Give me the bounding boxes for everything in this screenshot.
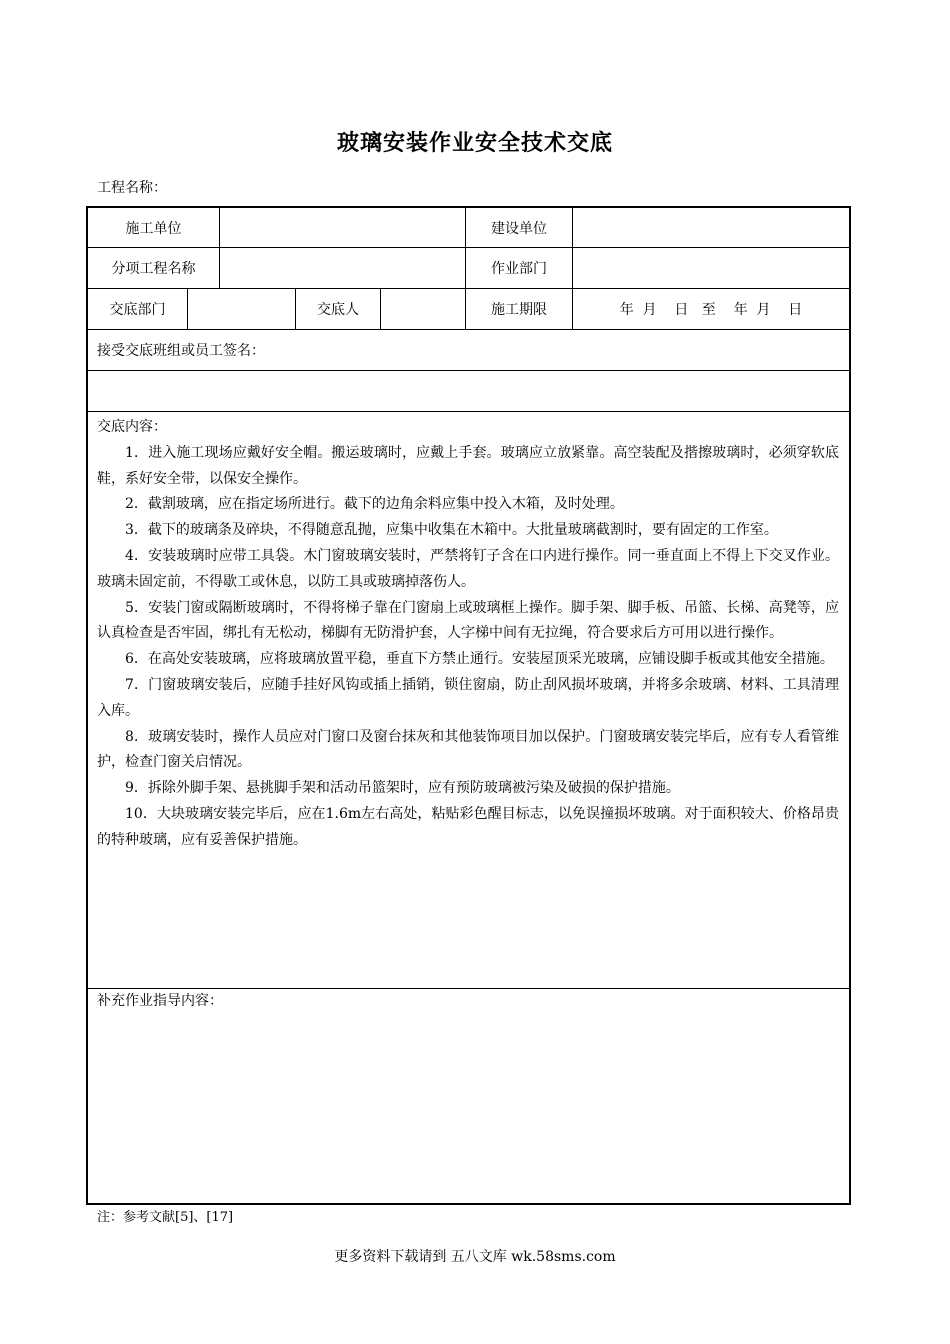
content-item: 8．玻璃安装时，操作人员应对门窗口及窗台抹灰和其他装饰项目加以保护。门窗玻璃安装完毕后，应有专人看管维护，检查门窗关启情况。 <box>97 728 839 771</box>
content-item: 7．门窗玻璃安装后，应随手挂好风钩或插上插销，锁住窗扇，防止刮风损坏玻璃，并将多余玻璃、材料、工具清理入库。 <box>97 676 839 719</box>
disclosure-form <box>86 206 851 1205</box>
sub-project-label: 分项工程名称 <box>111 261 196 277</box>
developer-unit-label: 建设单位 <box>491 220 547 237</box>
disclosure-content <box>97 415 839 854</box>
footer-download-link[interactable]: 更多资料下载请到 五八文库 wk.58sms.com <box>334 1249 616 1265</box>
supplement-label: 补充作业指导内容： <box>97 993 223 1009</box>
work-dept-field[interactable] <box>573 248 849 288</box>
construction-unit-field[interactable] <box>220 208 465 247</box>
content-item: 3．截下的玻璃条及碎块，不得随意乱抛，应集中收集在木箱中。大批量玻璃截割时，要有固定的工作室。 <box>125 522 778 539</box>
content-heading: 交底内容： <box>97 419 167 435</box>
construction-period-label: 施工期限 <box>491 302 547 318</box>
signature-field[interactable] <box>88 371 849 411</box>
content-item: 5．安装门窗或隔断玻璃时，不得将梯子靠在门窗扇上或玻璃框上操作。脚手架、脚手板、吊篮、长梯、高凳等，应认真检查是否牢固，绑扎有无松动，梯脚有无防滑护套，人字梯中间有无拉绳，符合要求后方可用以进行操作。 <box>97 599 839 642</box>
disclosure-dept-field[interactable] <box>188 289 295 329</box>
document-title: 玻璃安装作业安全技术交底 <box>336 130 613 156</box>
content-item: 6．在高处安装玻璃，应将玻璃放置平稳，垂直下方禁止通行。安装屋顶采光玻璃，应铺设脚手板或其他安全措施。 <box>125 651 834 668</box>
row-divider <box>88 411 849 412</box>
content-item: 2．截割玻璃，应在指定场所进行。截下的边角余料应集中投入木箱，及时处理。 <box>125 496 624 513</box>
construction-period-field[interactable]: 年 月 日 至 年 月 日 <box>619 302 803 318</box>
content-item: 1．进入施工现场应戴好安全帽。搬运玻璃时，应戴上手套。玻璃应立放紧靠。高空装配及揩擦玻璃时，必须穿软底鞋，系好安全带，以保安全操作。 <box>97 444 839 487</box>
disclosure-dept-label: 交底部门 <box>109 302 166 318</box>
work-dept-label: 作业部门 <box>491 261 547 277</box>
project-name-label: 工程名称： <box>97 180 167 196</box>
reference-note: 注：参考文献[5]、[17] <box>97 1210 234 1225</box>
discloser-field[interactable] <box>381 289 465 329</box>
developer-unit-field[interactable] <box>573 208 849 247</box>
sub-project-field[interactable] <box>220 248 465 288</box>
construction-unit-label: 施工单位 <box>125 220 182 237</box>
content-item: 10．大块玻璃安装完毕后，应在1.6m左右高处，粘贴彩色醒目标志，以免误撞损坏玻璃。对于面积较大、价格昂贵的特种玻璃，应有妥善保护措施。 <box>97 805 839 848</box>
row-divider <box>88 988 849 989</box>
content-item: 4．安装玻璃时应带工具袋。木门窗玻璃安装时，严禁将钉子含在口内进行操作。同一垂直面上不得上下交叉作业。玻璃未固定前，不得歇工或休息，以防工具或玻璃掉落伤人。 <box>97 547 839 590</box>
content-item: 9．拆除外脚手架、悬挑脚手架和活动吊篮架时，应有预防玻璃被污染及破损的保护措施。 <box>125 780 680 797</box>
discloser-label: 交底人 <box>317 302 359 318</box>
signature-label: 接受交底班组或员工签名： <box>97 343 265 359</box>
